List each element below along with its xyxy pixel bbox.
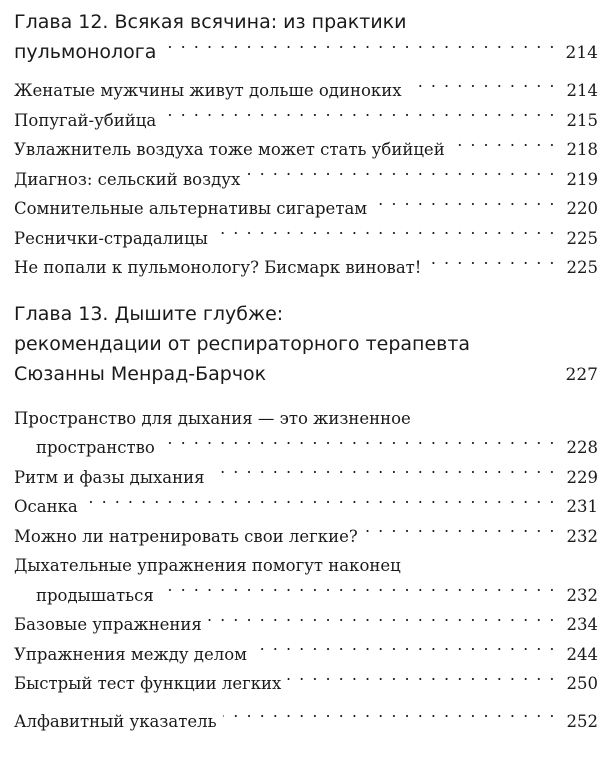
entry-title: Сомнительные альтернативы сигаретам — [14, 199, 368, 218]
toc-entry[interactable] — [14, 253, 598, 283]
entry-title: Ритм и фазы дыхания — [14, 467, 205, 487]
dot-leader — [408, 80, 556, 97]
toc-entry[interactable] — [14, 640, 598, 670]
entry-title: Реснички-страдалицы — [14, 228, 208, 248]
dot-leader — [162, 109, 556, 126]
page-number: 234 — [566, 615, 598, 634]
dot-leader — [246, 168, 556, 185]
entry-title-line-2: пространство — [36, 438, 155, 457]
toc-entry[interactable] — [14, 463, 598, 493]
page-number: 250 — [566, 674, 598, 693]
chapter-13-heading — [14, 299, 598, 390]
page-number: 228 — [566, 438, 598, 457]
dot-leader — [287, 673, 556, 690]
page-number: 231 — [566, 497, 598, 516]
page-number: 218 — [566, 140, 598, 159]
entry-title-line-1: Пространство для дыхания — это жизненное — [14, 408, 411, 428]
dot-leader — [84, 496, 556, 513]
toc-entry[interactable] — [14, 669, 598, 699]
entry-title: Женатые мужчины живут дольше одиноких — [14, 81, 402, 100]
page-number: 225 — [566, 258, 598, 277]
toc-entry[interactable] — [14, 404, 598, 463]
toc-entry[interactable] — [14, 106, 598, 136]
entry-title: Не попали к пульмонологу? Бисмарк виноват! — [14, 258, 422, 277]
chapter-13-title-line-3: Сюзанны Менрад-Барчок — [14, 362, 267, 385]
page-number: 229 — [566, 467, 598, 487]
dot-leader — [214, 227, 556, 244]
dot-leader — [373, 198, 556, 215]
toc-entry[interactable] — [14, 224, 598, 254]
page-number: 232 — [566, 526, 598, 546]
entry-title: Увлажнитель воздуха тоже может стать убийцей — [14, 140, 445, 159]
toc-entry[interactable] — [14, 492, 598, 522]
entry-title: Быстрый тест функции легких — [14, 674, 282, 693]
toc-entry[interactable] — [14, 610, 598, 640]
toc-entry[interactable] — [14, 551, 598, 610]
chapter-13-title-line-2: рекомендации от респираторного терапевта — [14, 332, 471, 355]
dot-leader — [208, 614, 556, 631]
entry-title: Осанка — [14, 497, 78, 516]
page-number: 225 — [566, 228, 598, 248]
page-number: 215 — [566, 110, 598, 130]
toc-entry[interactable] — [14, 76, 598, 106]
page-number: 252 — [566, 711, 598, 731]
toc-entry[interactable] — [14, 522, 598, 552]
page-number: 220 — [566, 199, 598, 218]
toc-entry[interactable] — [14, 135, 598, 165]
dot-leader — [427, 257, 556, 274]
page-number: 244 — [566, 644, 598, 664]
page-number: 214 — [566, 81, 598, 100]
entry-title: Базовые упражнения — [14, 615, 202, 634]
chapter-12-title-row[interactable] — [14, 37, 598, 68]
dot-leader — [211, 466, 556, 483]
entry-title-line-1: Дыхательные упражнения помогут наконец — [14, 556, 401, 575]
entry-title: Диагноз: сельский воздух — [14, 169, 241, 189]
table-of-contents — [14, 0, 598, 736]
entry-title: Алфавитный указатель — [14, 711, 217, 731]
page-number: 219 — [566, 169, 598, 189]
entry-title: Упражнения между делом — [14, 644, 247, 664]
page-number: 214 — [565, 43, 598, 63]
dot-leader — [451, 139, 556, 156]
dot-leader — [160, 584, 556, 601]
toc-entry-index[interactable] — [14, 707, 598, 737]
toc-entry[interactable] — [14, 194, 598, 224]
dot-leader — [253, 643, 556, 660]
entry-title: Можно ли натренировать свои легкие? — [14, 526, 358, 546]
chapter-13-title-row[interactable] — [14, 359, 598, 390]
dot-leader — [364, 525, 556, 542]
entry-title: Попугай-убийца — [14, 110, 157, 130]
chapter-12-title-line-1: Глава 12. Всякая всячина: из практики — [14, 11, 407, 33]
entry-title-line-2: продышаться — [36, 585, 154, 605]
dot-leader — [161, 437, 556, 454]
chapter-13-title-line-1: Глава 13. Дышите глубже: — [14, 302, 284, 325]
dot-leader — [223, 710, 556, 727]
dot-leader — [162, 39, 556, 58]
toc-entry[interactable] — [14, 165, 598, 195]
chapter-12-heading — [14, 7, 598, 68]
page-number: 227 — [565, 364, 598, 385]
chapter-12-title-line-2: пульмонолога — [14, 41, 157, 63]
page-number: 232 — [566, 585, 598, 605]
